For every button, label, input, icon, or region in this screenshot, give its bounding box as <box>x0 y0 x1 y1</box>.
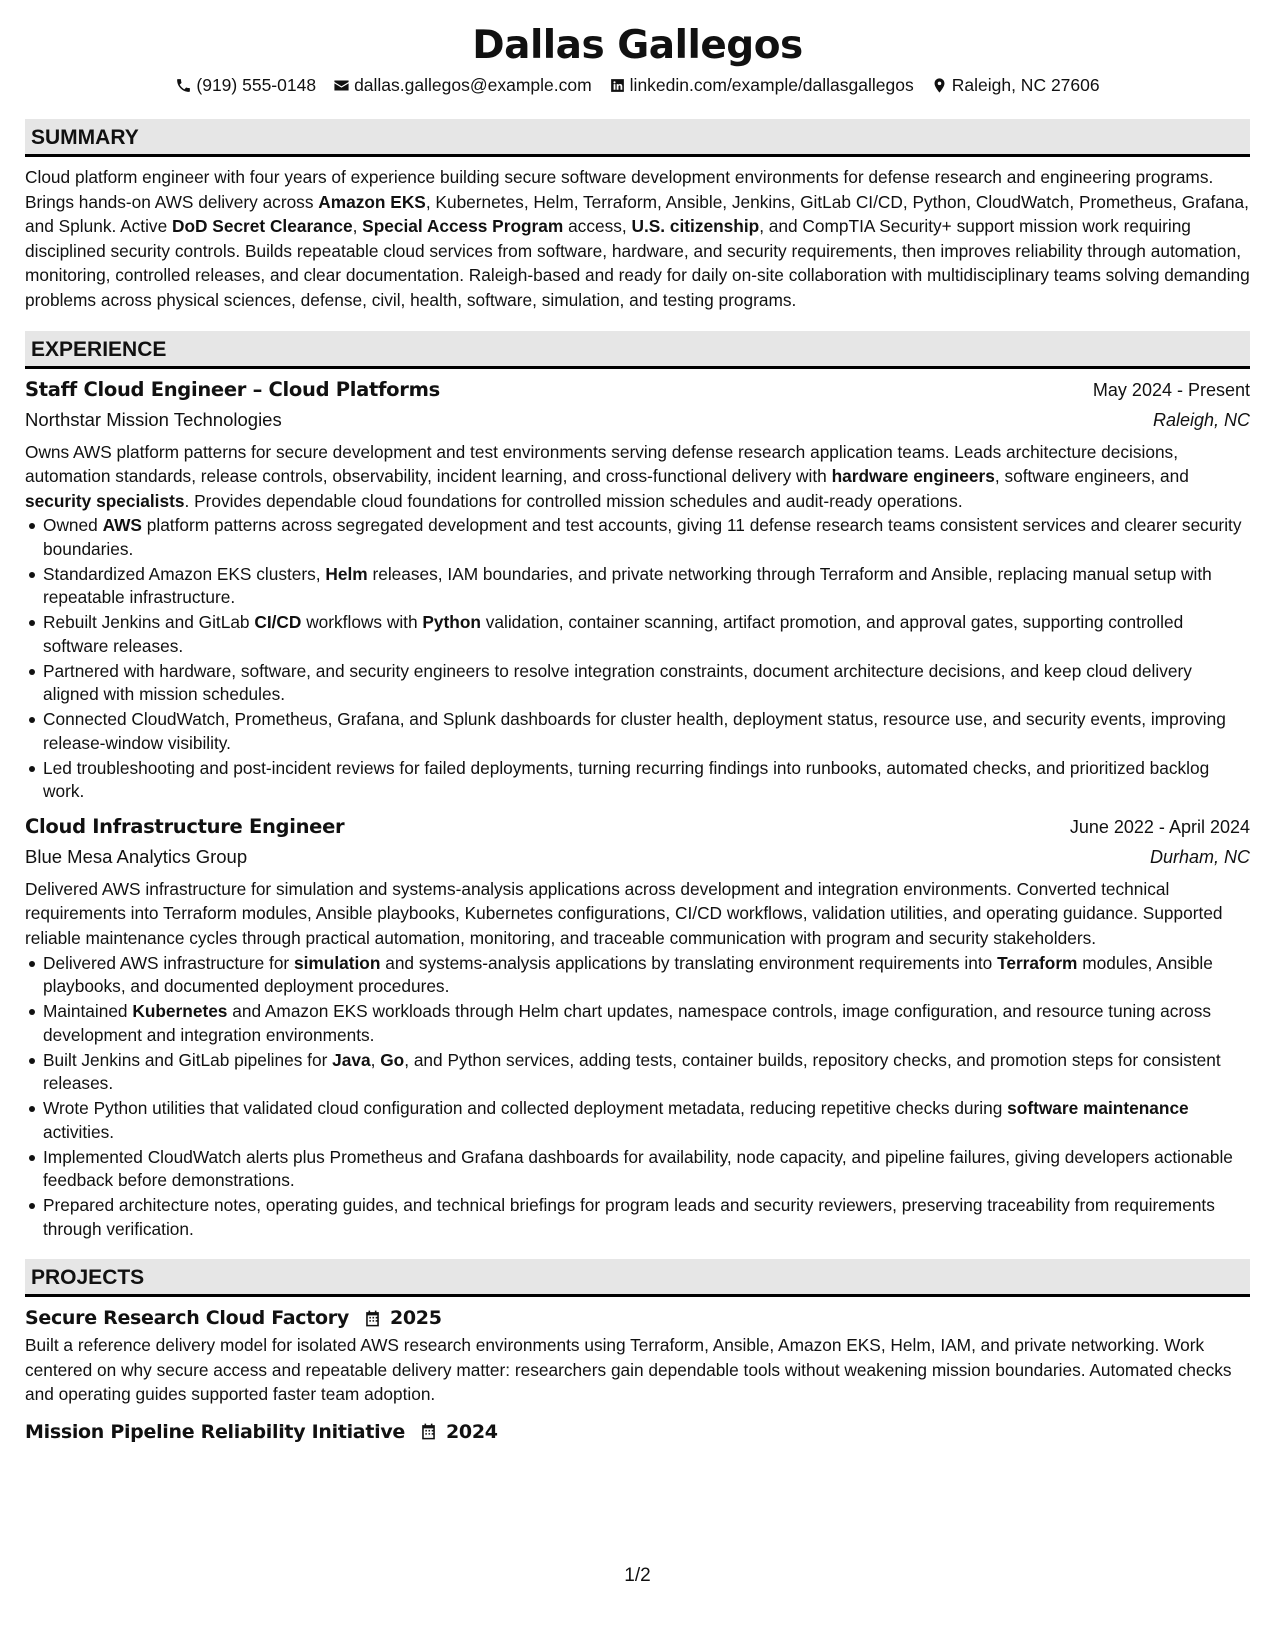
project-year: 2024 <box>446 1420 498 1443</box>
contact-bar <box>25 72 1250 98</box>
project-name: Mission Pipeline Reliability Initiative <box>25 1420 405 1443</box>
job-title: Cloud Infrastructure Engineer <box>25 814 345 838</box>
page-number: 1/2 <box>624 1565 651 1586</box>
summary-text: Cloud platform engineer with four years of experience building secure software development environments for defense research and engineering programs. Brings hands-on AWS delivery across Amazon EKS, Kubernetes, Helm, Terraform, Ansible, Jenkins, GitLab CI/CD, Python, CloudWatch, Prometheus, Grafana, and Splunk. Active DoD Secret Clearance, Special Access Program access, U.S. citizenship, and CompTIA Security+ support mission work requiring disciplined security controls. Builds repeatable cloud services from software, hardware, and security requirements, then improves reliability through automation, monitoring, controlled releases, and clear documentation. Raleigh-based and ready for daily on-site collaboration with multidisciplinary teams solving demanding problems across physical sciences, defense, civil, health, software, simulation, and testing programs. <box>25 167 1250 310</box>
job-bullets <box>25 514 1250 804</box>
job-dates: May 2024 - Present <box>1092 379 1250 400</box>
candidate-name: Dallas Gallegos <box>472 23 803 68</box>
job-entry <box>25 812 1250 1241</box>
contact-location <box>931 72 1100 98</box>
project-year: 2025 <box>389 1307 442 1330</box>
phone-text: (919) 555-0148 <box>196 75 317 95</box>
envelope-icon <box>333 77 350 94</box>
bullet-item: Rebuilt Jenkins and GitLab CI/CD workflows with Python validation, container scanning, artifact promotion, and approval gates, supporting controlled software releases. <box>25 611 1250 658</box>
email-text[interactable]: dallas.gallegos@example.com <box>354 75 592 95</box>
project-entry <box>25 1303 1250 1407</box>
map-pin-icon <box>931 77 948 94</box>
resume-page <box>25 20 1250 1447</box>
bullet-item: Prepared architecture notes, operating guides, and technical briefings for program leads and security reviewers, preserving traceability from requirements through verification. <box>25 1194 1250 1241</box>
project-entry <box>25 1417 1250 1447</box>
bullet-item: Led troubleshooting and post-incident reviews for failed deployments, turning recurring findings into runbooks, automated checks, and prioritized backlog work. <box>25 757 1250 804</box>
bullet-item: Connected CloudWatch, Prometheus, Grafana, and Splunk dashboards for cluster health, deployment status, resource use, and security events, improving release-window visibility. <box>25 708 1250 755</box>
phone-icon <box>175 77 192 94</box>
calendar-icon <box>363 1309 382 1328</box>
job-location: Durham, NC <box>1149 846 1250 867</box>
contact-email[interactable] <box>333 72 592 98</box>
job-bullets <box>25 952 1250 1242</box>
job-title: Staff Cloud Engineer – Cloud Platforms <box>25 377 440 401</box>
bullet-item: Delivered AWS infrastructure for simulation and systems-analysis applications by translating environment requirements into Terraform modules, Ansible playbooks, and documented deployment procedures. <box>25 952 1250 999</box>
project-description: Built a reference delivery model for isolated AWS research environments using Terraform, Ansible, Amazon EKS, Helm, IAM, and private networking. Work centered on why secure access and repeatable delivery matter: researchers gain dependable tools without weakening mission boundaries. Automated checks and operating guides supported faster team adoption. <box>25 1335 1232 1405</box>
projects-section <box>25 1259 1250 1447</box>
job-location: Raleigh, NC <box>1152 409 1250 430</box>
calendar-icon <box>419 1422 438 1441</box>
bullet-item: Implemented CloudWatch alerts plus Prometheus and Grafana dashboards for availability, node capacity, and pipeline failures, giving developers actionable feedback before demonstrations. <box>25 1146 1250 1193</box>
section-heading-projects: PROJECTS <box>25 1259 1250 1297</box>
job-description: Owns AWS platform patterns for secure development and test environments serving defense research application teams. Leads architecture decisions, automation standards, release controls, observability, incident learning, and cross-functional delivery with hardware engineers, software engineers, and security specialists. Provides dependable cloud foundations for controlled mission schedules and audit-ready operations. <box>25 441 1189 511</box>
linkedin-icon <box>609 77 626 94</box>
job-dates: June 2022 - April 2024 <box>1069 816 1250 837</box>
section-heading-experience: EXPERIENCE <box>25 331 1250 369</box>
contact-linkedin[interactable] <box>609 72 914 98</box>
job-company: Blue Mesa Analytics Group <box>25 845 248 867</box>
contact-phone <box>175 72 316 98</box>
section-heading-summary: SUMMARY <box>25 119 1250 157</box>
project-name: Secure Research Cloud Factory <box>25 1307 349 1330</box>
experience-section <box>25 331 1250 1242</box>
job-company: Northstar Mission Technologies <box>25 408 282 430</box>
bullet-item: Built Jenkins and GitLab pipelines for Java, Go, and Python services, adding tests, container builds, repository checks, and promotion steps for consistent releases. <box>25 1049 1250 1096</box>
bullet-item: Maintained Kubernetes and Amazon EKS workloads through Helm chart updates, namespace controls, image configuration, and resource tuning across development and integration environments. <box>25 1000 1250 1047</box>
bullet-item: Partnered with hardware, software, and security engineers to resolve integration constraints, document architecture decisions, and keep cloud delivery aligned with mission schedules. <box>25 660 1250 707</box>
bullet-item: Owned AWS platform patterns across segregated development and test accounts, giving 11 defense research teams consistent services and clearer security boundaries. <box>25 514 1250 561</box>
location-text: Raleigh, NC 27606 <box>951 75 1100 95</box>
bullet-item: Wrote Python utilities that validated cloud configuration and collected deployment metadata, reducing repetitive checks during software maintenance activities. <box>25 1097 1250 1144</box>
summary-section <box>25 119 1250 313</box>
bullet-item: Standardized Amazon EKS clusters, Helm releases, IAM boundaries, and private networking through Terraform and Ansible, replacing manual setup with repeatable infrastructure. <box>25 563 1250 610</box>
job-description: Delivered AWS infrastructure for simulation and systems-analysis applications across development and integration environments. Converted technical requirements into Terraform modules, Ansible playbooks, Kubernetes configurations, CI/CD workflows, validation utilities, and operating guidance. Supported reliable maintenance cycles through practical automation, monitoring, and traceable communication with program and security stakeholders. <box>25 878 1223 949</box>
linkedin-text[interactable]: linkedin.com/example/dallasgallegos <box>629 75 914 95</box>
job-entry <box>25 375 1250 804</box>
